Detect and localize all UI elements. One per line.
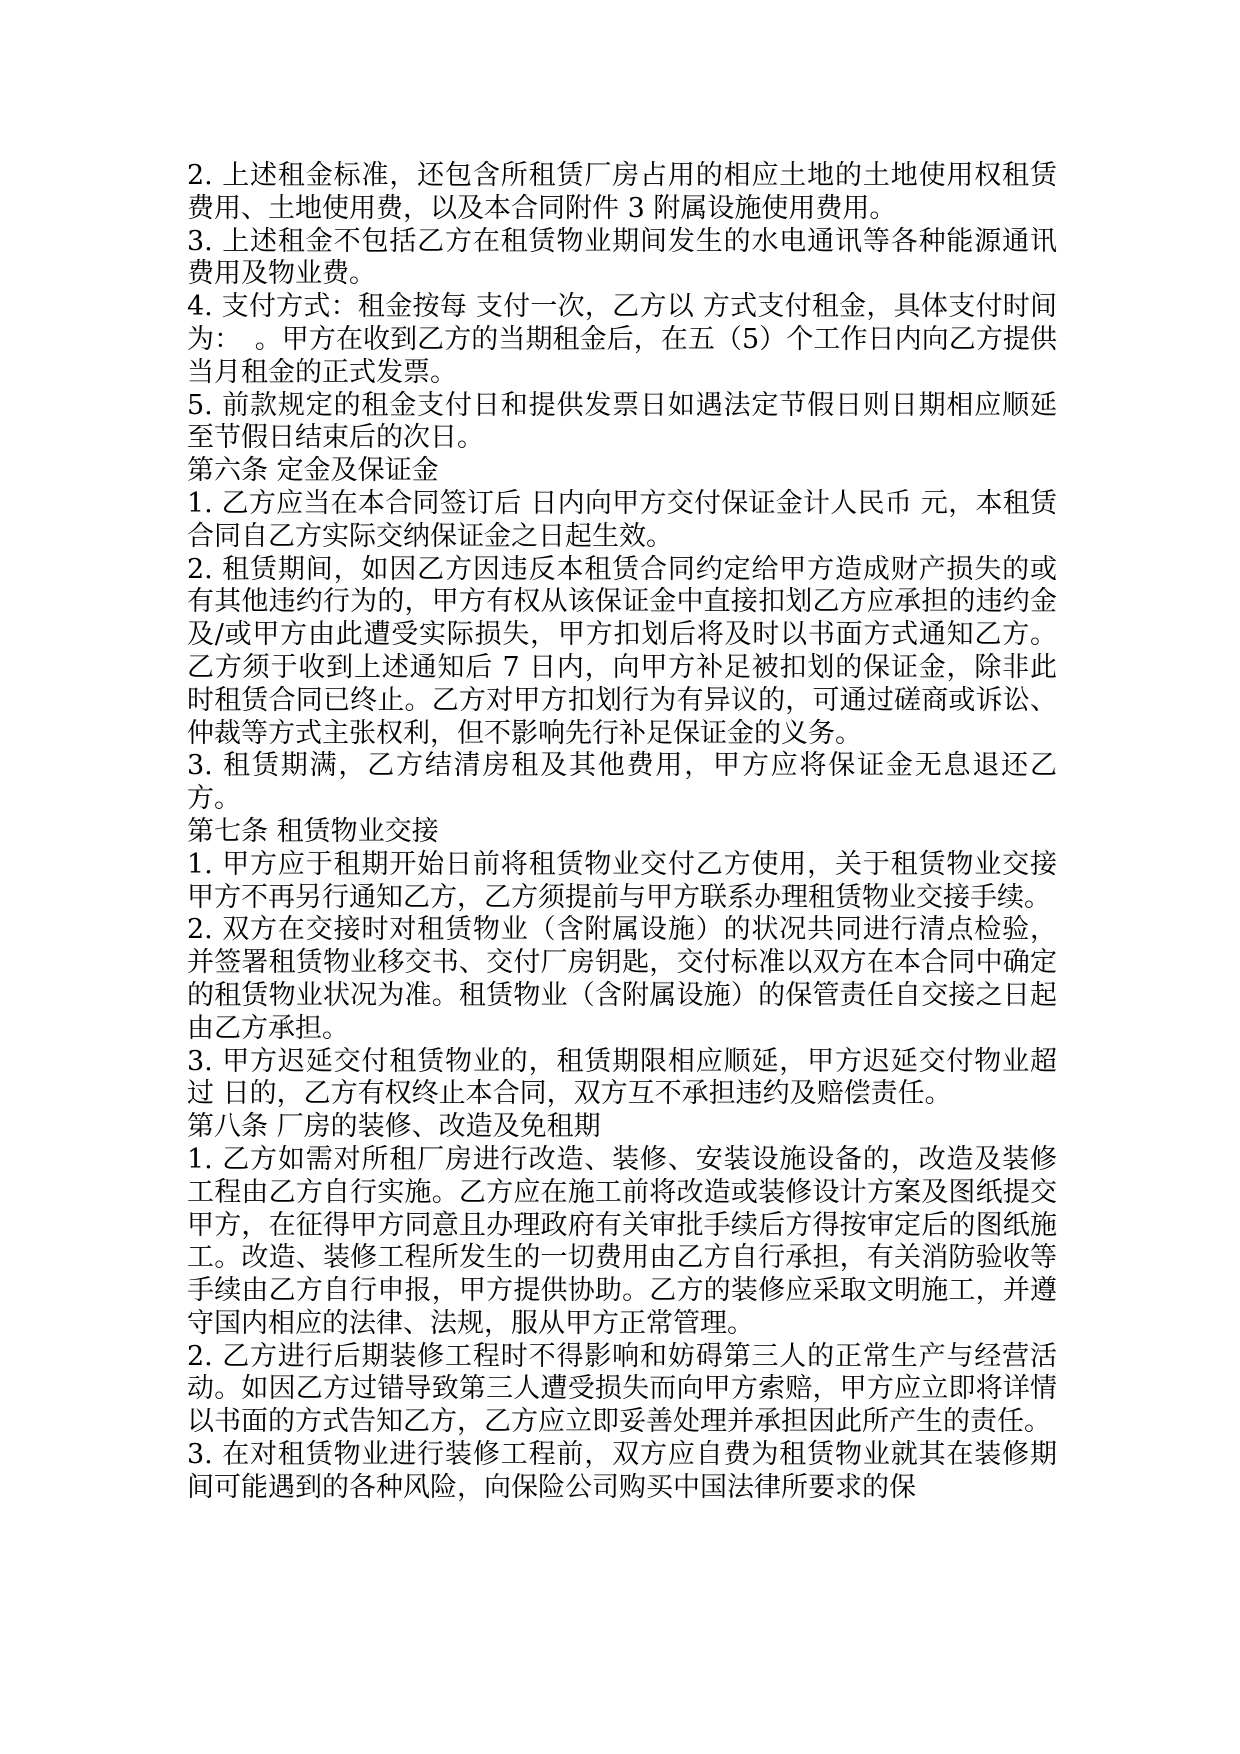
article-8-item-1: 1. 乙方如需对所租厂房进行改造、装修、安装设施设备的，改造及装修工程由乙方自行实施。乙方应在施工前将改造或装修设计方案及图纸提交甲方，在征得甲方同意且办理政府有关审批手续后方得按审定后的图纸施工。改造、装修工程所发生的一切费用由乙方自行承担，有关消防验收等手续由乙方自行申报，甲方提供协助。乙方的装修应采取文明施工，并遵守国内相应的法律、法规，服从甲方正常管理。 — [187, 1143, 1057, 1339]
clause-5-item-3: 3. 上述租金不包括乙方在租赁物业期间发生的水电通讯等各种能源通讯费用及物业费。 — [187, 225, 1057, 290]
article-6-heading: 第六条 定金及保证金 — [187, 455, 439, 487]
article-8-item-2: 2. 乙方进行后期装修工程时不得影响和妨碍第三人的正常生产与经营活动。如因乙方过错导致第三人遭受损失而向甲方索赔，甲方应立即将详情以书面的方式告知乙方，乙方应立即妥善处理并承担因此所产生的责任。 — [187, 1340, 1057, 1438]
article-6-item-3: 3. 租赁期满，乙方结清房租及其他费用，甲方应将保证金无息退还乙方。 — [187, 750, 1057, 815]
clause-5-item-4: 4. 支付方式：租金按每 支付一次，乙方以 方式支付租金，具体支付时间为： 。甲方在收到乙方的当期租金后，在五（5）个工作日内向乙方提供当月租金的正式发票。 — [187, 291, 1057, 388]
article-8-item-3: 3. 在对租赁物业进行装修工程前，双方应自费为租赁物业就其在装修期间可能遇到的各种风险，向保险公司购买中国法律所要求的保 — [187, 1439, 1057, 1503]
article-6-item-2: 2. 租赁期间，如因乙方因违反本租赁合同约定给甲方造成财产损失的或有其他违约行为的，甲方有权从该保证金中直接扣划乙方应承担的违约金及/或甲方由此遭受实际损失，甲方扣划后将及时以书面方式通知乙方。乙方须于收到上述通知后 7 日内，向甲方补足被扣划的保证金，除非此时租赁合同已终止。乙方对甲方扣划行为有异议的，可通过磋商或诉讼、仲裁等方式主张权利，但不影响先行补足保证金的义务。 — [187, 553, 1057, 749]
article-7-item-1: 1. 甲方应于租期开始日前将租赁物业交付乙方使用，关于租赁物业交接甲方不再另行通知乙方，乙方须提前与甲方联系办理租赁物业交接手续。 — [187, 848, 1057, 913]
clause-5-item-5: 5. 前款规定的租金支付日和提供发票日如遇法定节假日则日期相应顺延至节假日结束后的次日。 — [187, 389, 1057, 454]
article-8-heading: 第八条 厂房的装修、改造及免租期 — [187, 1111, 601, 1143]
article-6-item-1: 1. 乙方应当在本合同签订后 日内向甲方交付保证金计人民币 元，本租赁合同自乙方实际交纳保证金之日起生效。 — [187, 487, 1057, 552]
article-7-item-2: 2. 双方在交接时对租赁物业（含附属设施）的状况共同进行清点检验，并签署租赁物业移交书、交付厂房钥匙，交付标准以双方在本合同中确定的租赁物业状况为准。租赁物业（含附属设施）的保管责任自交接之日起由乙方承担。 — [187, 914, 1057, 1044]
article-7-item-3: 3. 甲方迟延交付租赁物业的，租赁期限相应顺延，甲方迟延交付物业超过 日的，乙方有权终止本合同，双方互不承担违约及赔偿责任。 — [187, 1045, 1057, 1110]
contract-text — [187, 160, 1057, 1505]
clause-5-item-2: 2. 上述租金标准，还包含所租赁厂房占用的相应土地的土地使用权租赁费用、土地使用费，以及本合同附件 3 附属设施使用费用。 — [187, 160, 1057, 224]
article-7-heading: 第七条 租赁物业交接 — [187, 815, 439, 847]
